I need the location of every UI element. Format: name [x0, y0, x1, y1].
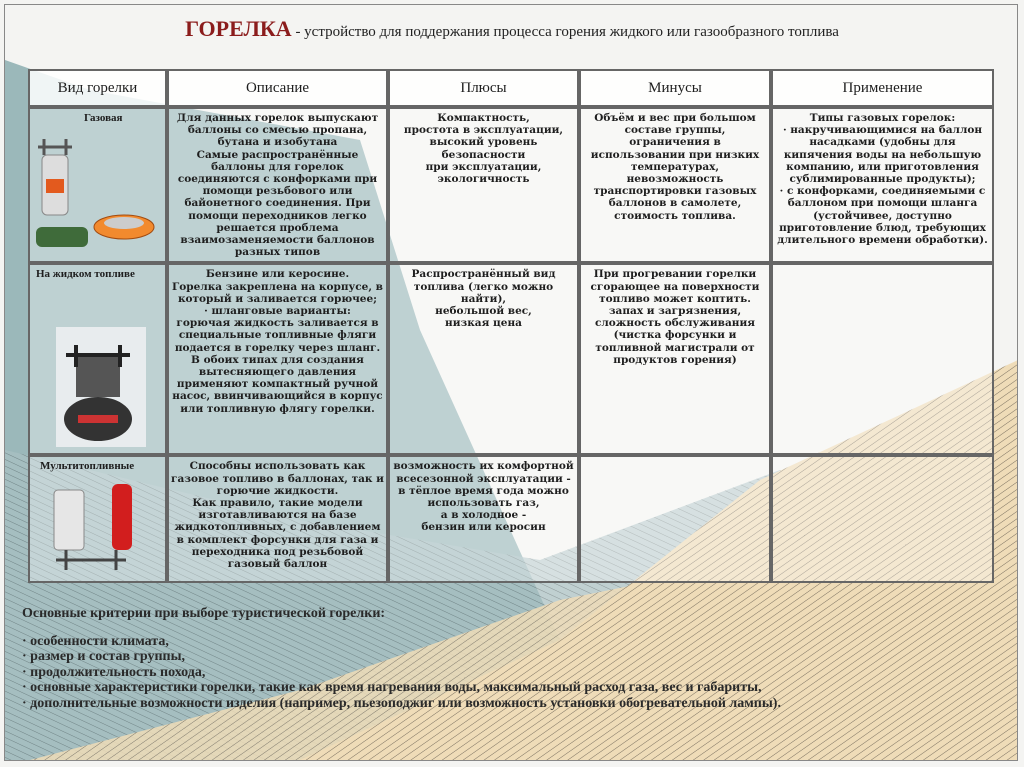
cell-text: Бензине или керосине. Горелка закреплена на корпусе, в который и заливается горючее; · шланговые варианты: горючая жидкость заливается в специальные топливные фляги подается в горелку через шланг. В обоих типах для создания вытесняющего давления применяют компактный ручной насос, ввинчивающийся в корпус или топливную флягу горелки.: [172, 268, 383, 415]
criteria-heading: Основные критерии при выборе туристической горелки:: [22, 606, 386, 621]
criteria-list: [22, 634, 781, 712]
burner-comparison-table: [28, 69, 994, 583]
cell-text: Для данных горелок выпускают баллоны со смесью пропана, бутана и изобутана Самые распространённые баллоны для горелок соединяются с конфорками при помощи резьбового или байонетного соединения. При помощи переходников легко решается проблема взаимозаменяемости баллонов разных типов: [176, 112, 379, 259]
cons-cell: [579, 455, 771, 583]
cell-text: Распространённый вид топлива (легко можно найти), небольшой вес, низкая цена: [411, 268, 556, 330]
pros-cell: [388, 263, 579, 455]
title-main: ГОРЕЛКА: [185, 16, 292, 41]
table-row: [28, 107, 994, 263]
liquid-fuel-burner-image: [36, 327, 156, 447]
multifuel-burner-image: [36, 480, 156, 575]
type-label: Мультитопливные: [40, 460, 135, 473]
cell-text: При прогревании горелки сгорающее на поверхности топливо может коптить. запах и загрязнения, сложность обслуживания (чистка форсунки и топливной магистрали от продуктов горения): [590, 268, 760, 366]
header-type: Вид горелки: [28, 69, 167, 107]
header-usage: Применение: [771, 69, 994, 107]
cell-text: Типы газовых горелок: · накручивающимися на баллон насадками (удобны для кипячения воды на небольшую компанию, или приготовления сублимированные продукты); · с конфорками, соединяемыми с баллоном при помощи шланга (устойчивее, доступно приготовление блюд, требующих длительного времени обработки).: [777, 112, 988, 247]
selection-criteria: [22, 606, 781, 711]
type-label: На жидком топливе: [36, 268, 135, 281]
usage-cell: [771, 107, 994, 263]
usage-cell: [771, 455, 994, 583]
slide-title: [0, 16, 1024, 42]
type-cell: [28, 455, 167, 583]
table-header-row: [28, 69, 994, 107]
list-item: · основные характеристики горелки, такие как время нагревания воды, максимальный расход газа, вес и габариты,: [22, 680, 781, 696]
list-item: · размер и состав группы,: [22, 649, 781, 665]
pros-cell: [388, 107, 579, 263]
type-cell: [28, 263, 167, 455]
list-item: · продолжительность похода,: [22, 665, 781, 681]
table-row: [28, 263, 994, 455]
title-definition: - устройство для поддержания процесса горения жидкого или газообразного топлива: [291, 24, 839, 40]
pros-cell: [388, 455, 579, 583]
description-cell: [167, 107, 388, 263]
type-cell: [28, 107, 167, 263]
gas-burner-image: [36, 135, 156, 255]
header-pros: Плюсы: [388, 69, 579, 107]
description-cell: [167, 455, 388, 583]
cons-cell: [579, 263, 771, 455]
type-label: Газовая: [84, 112, 123, 124]
table-row: [28, 455, 994, 583]
cell-text: Объём и вес при большом составе группы, ограничения в использовании при низких температурах, невозможность транспортировки газовых баллонов в самолете, стоимость топлива.: [590, 112, 760, 222]
list-item: · особенности климата,: [22, 634, 781, 650]
header-description: Описание: [167, 69, 388, 107]
cell-text: Компактность, простота в эксплуатации, высокий уровень безопасности при эксплуатации, экологичность: [403, 112, 564, 186]
cell-text: возможность их комфортной всесезонной эксплуатации - в тёплое время года можно использовать газ, а в холодное - бензин или керосин: [393, 460, 574, 534]
header-cons: Минусы: [579, 69, 771, 107]
list-item: · дополнительные возможности изделия (например, пьезоподжиг или возможность установки обогревательной лампы).: [22, 696, 781, 712]
cons-cell: [579, 107, 771, 263]
description-cell: [167, 263, 388, 455]
cell-text: Способны использовать как газовое топливо в баллонах, так и горючие жидкости. Как правило, такие модели изготавливаются на базе жидкотопливных, с добавлением в комплект форсунки для газа и переходника под резьбовой газовый баллон: [171, 460, 384, 571]
usage-cell: [771, 263, 994, 455]
